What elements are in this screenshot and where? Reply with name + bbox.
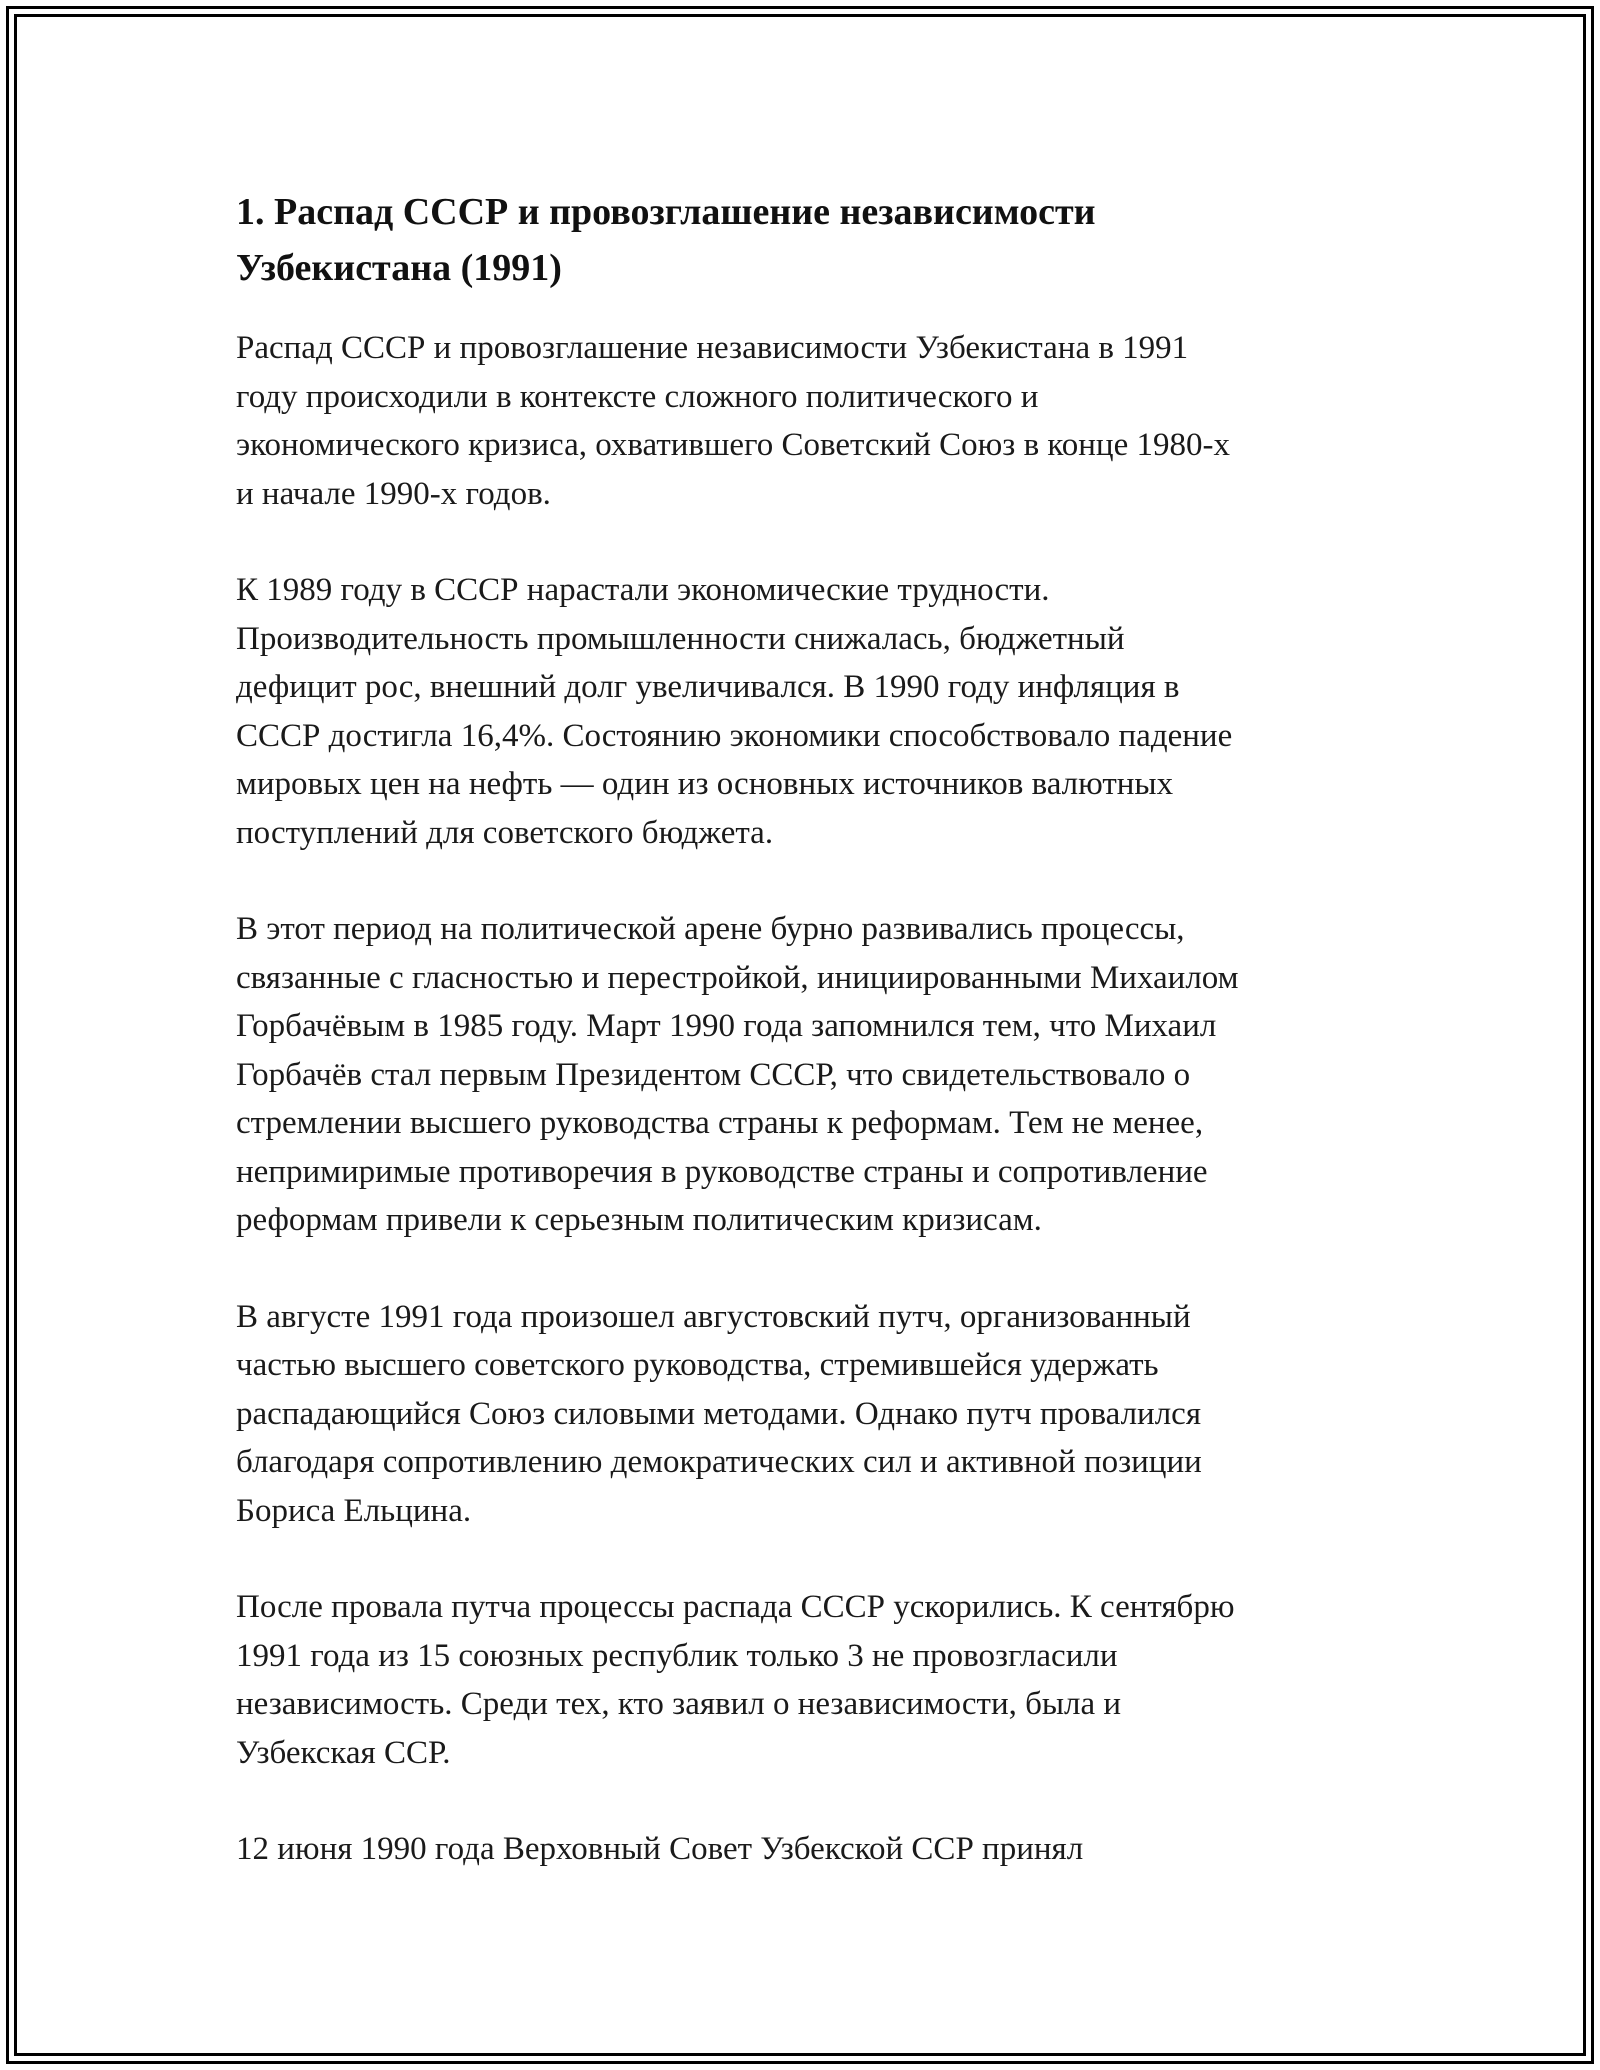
text-line: связанные с гласностью и перестройкой, инициированными Михаилом [236,959,1239,996]
text-line: СССР достигла 16,4%. Состоянию экономики способствовало падение [236,717,1233,754]
text-line: распадающийся Союз силовыми методами. Однако путч провалился [236,1395,1202,1432]
text-line: 1991 года из 15 союзных республик только 3 не провозгласили [236,1637,1118,1674]
text-line: стремлении высшего руководства страны к реформам. Тем не менее, [236,1105,1204,1141]
document-body [236,184,1366,1922]
text-line: мировых цен на нефть — один из основных источников валютных [236,766,1174,802]
text-line: В августе 1991 года произошел августовский путч, организованный [236,1298,1191,1335]
text-line: После провала путча процессы распада СССР ускорились. К сентябрю [236,1589,1235,1625]
text-line: Горбачёвым в 1985 году. Март 1990 года запомнился тем, что Михаил [236,1008,1217,1044]
paragraph-supreme-soviet [236,1825,1366,1874]
section-title [236,184,1366,296]
text-line: независимость. Среди тех, кто заявил о независимости, была и [236,1686,1122,1722]
text-line: частью высшего советского руководства, стремившейся удержать [236,1347,1159,1383]
text-line: Бориса Ельцина. [236,1492,472,1529]
text-line: экономического кризиса, охватившего Советский Союз в конце 1980-х [236,427,1230,463]
paragraph-intro [236,324,1366,518]
text-line: благодаря сопротивлению демократических сил и активной позиции [236,1444,1202,1480]
text-line: реформам привели к серьезным политическим кризисам. [236,1202,1042,1238]
text-line: поступлений для советского бюджета. [236,814,774,851]
paragraph-collapse [236,1583,1366,1777]
text-line: дефицит рос, внешний долг увеличивался. В 1990 году инфляция в [236,669,1180,705]
text-line: непримиримые противоречия в руководстве страны и сопротивление [236,1153,1208,1190]
text-line: Производительность промышленности снижалась, бюджетный [236,620,1125,657]
text-line: Распад СССР и провозглашение независимости Узбекистана в 1991 [236,330,1189,366]
text-line: Узбекская ССР. [236,1734,451,1771]
text-line: В этот период на политической арене бурно развивались процессы, [236,911,1185,947]
section-title-line: Узбекистана (1991) [236,247,562,289]
paragraph-putsch [236,1293,1366,1536]
section-title-line: 1. Распад СССР и провозглашение независимости [236,191,1096,233]
text-line: и начале 1990-х годов. [236,475,551,512]
text-line: году происходили в контексте сложного политического и [236,378,1039,415]
text-line: К 1989 году в СССР нарастали экономические трудности. [236,572,1050,608]
text-line: 12 июня 1990 года Верховный Совет Узбекской ССР принял [236,1831,1084,1867]
paragraph-politics [236,905,1366,1245]
text-line: Горбачёв стал первым Президентом СССР, что свидетельствовало о [236,1056,1191,1093]
paragraph-economy [236,566,1366,857]
